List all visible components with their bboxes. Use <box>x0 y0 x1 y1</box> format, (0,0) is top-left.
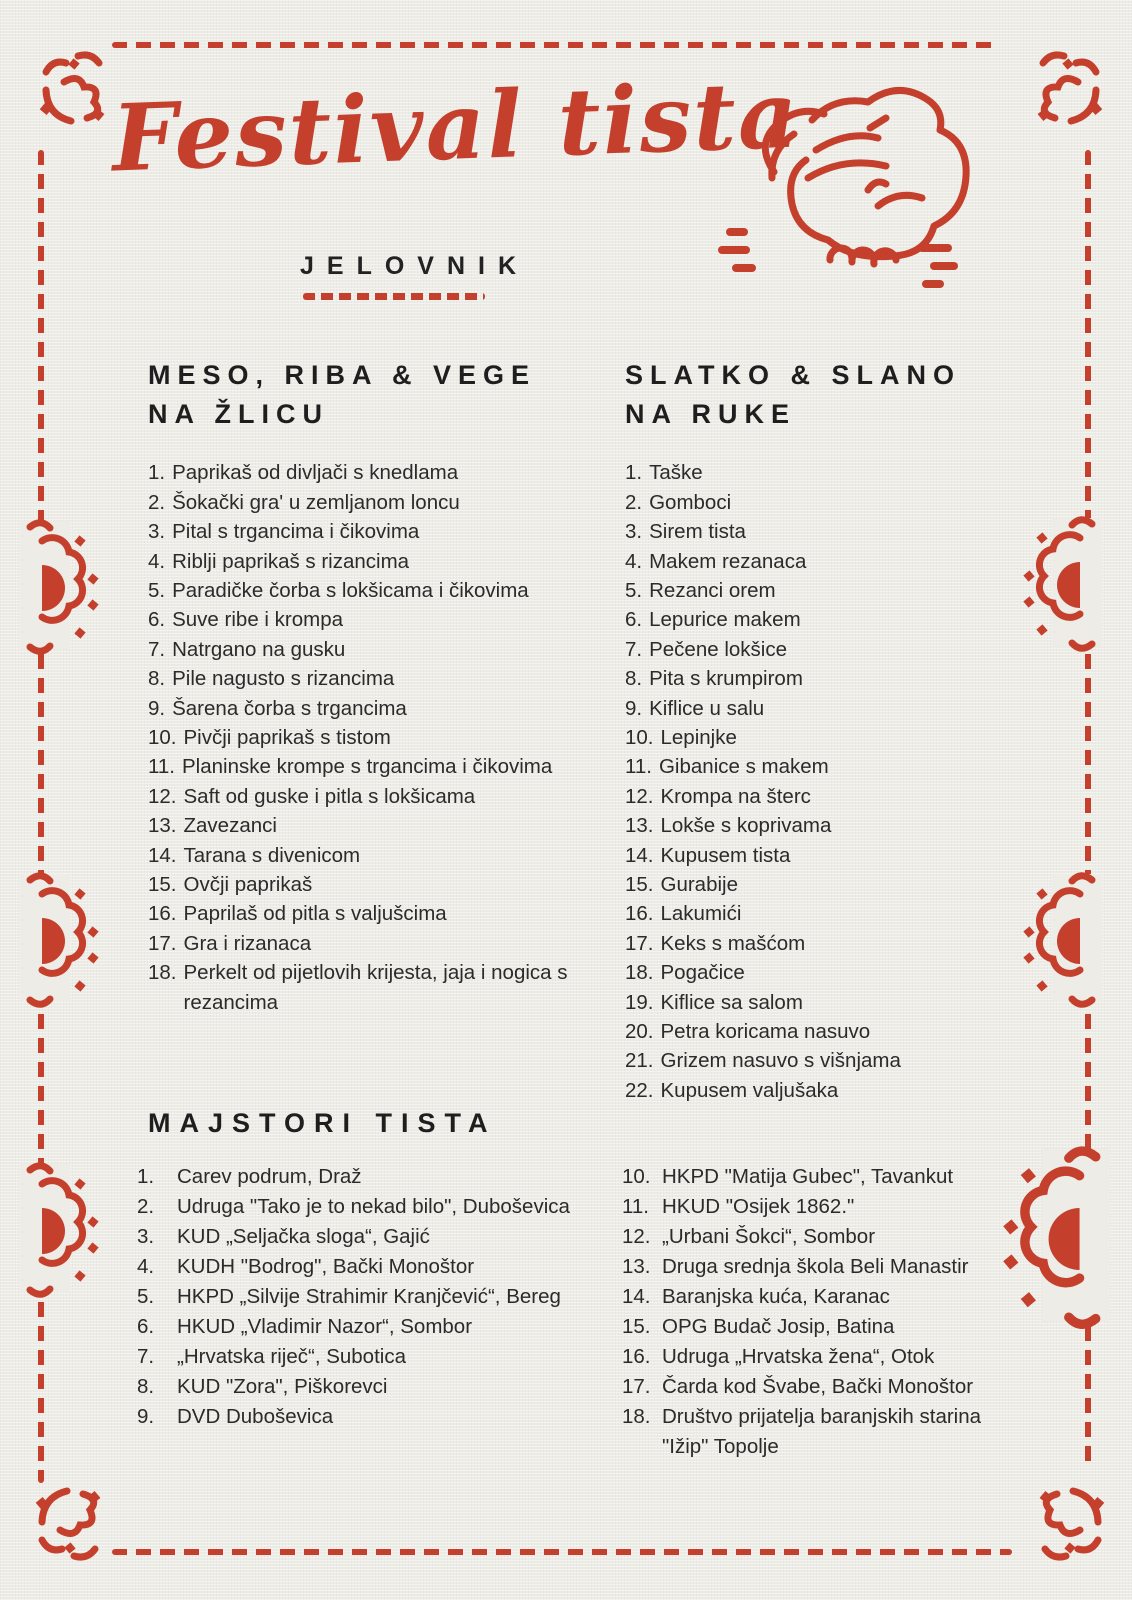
list-item <box>137 1282 620 1312</box>
item-number: 13. <box>622 1255 651 1278</box>
item-number: 2. <box>137 1195 155 1218</box>
item-number: 9. <box>148 696 166 720</box>
item-text: HKUD „Vladimir Nazor“, Sombor <box>177 1315 473 1338</box>
item-text: HKPD „Silvije Strahimir Kranjčević“, Bereg <box>177 1285 561 1308</box>
list-item <box>148 605 622 634</box>
list-item <box>625 605 1017 634</box>
item-number: 13. <box>148 814 177 838</box>
item-number: 16. <box>625 902 654 926</box>
list-item <box>622 1222 1014 1252</box>
item-text: Udruga "Tako je to nekad bilo", Duboševica <box>177 1195 570 1218</box>
item-number: 14. <box>622 1285 651 1308</box>
folk-flower-ornament <box>12 515 104 655</box>
item-text: Kupusem valjušaka <box>660 1078 839 1102</box>
item-text: OPG Budač Josip, Batina <box>662 1315 895 1338</box>
dashed-border-top <box>112 42 1000 48</box>
masters-list-right <box>622 1162 1014 1462</box>
list-item <box>625 841 1017 870</box>
item-number: 10. <box>622 1165 651 1188</box>
item-number: 3. <box>137 1225 155 1248</box>
list-item <box>622 1192 1014 1222</box>
item-number: 5. <box>625 578 643 602</box>
item-text: Perkelt od pijetlovih krijesta, jaja i nogica s rezancima <box>183 961 568 1014</box>
item-number: 1. <box>625 461 643 485</box>
list-item <box>625 458 1017 487</box>
folk-flower-ornament <box>12 1158 104 1298</box>
list-item <box>137 1252 620 1282</box>
item-text: Sirem tista <box>649 520 746 544</box>
list-item <box>148 694 622 723</box>
item-number: 8. <box>137 1375 155 1398</box>
list-item <box>625 488 1017 517</box>
item-text: Krompa na šterc <box>660 784 811 808</box>
item-number: 7. <box>137 1345 155 1368</box>
list-item <box>622 1342 1014 1372</box>
item-text: Tarana s divenicom <box>183 843 361 867</box>
item-text: Lokše s koprivama <box>660 814 832 838</box>
item-number: 18. <box>148 961 177 985</box>
item-text: Carev podrum, Draž <box>177 1165 362 1188</box>
list-item <box>622 1372 1014 1402</box>
item-number: 18. <box>625 961 654 985</box>
section-meso-riba-vege <box>148 356 622 1017</box>
corner-stitch-ornament <box>1018 42 1110 134</box>
item-text: HKPD "Matija Gubec", Tavankut <box>662 1165 954 1188</box>
item-text: KUDH "Bodrog", Bački Monoštor <box>177 1255 475 1278</box>
item-number: 15. <box>148 872 177 896</box>
item-text: Gibanice s makem <box>658 755 829 779</box>
list-item <box>148 576 622 605</box>
list-item <box>148 752 622 781</box>
item-text: Lakumići <box>660 902 742 926</box>
section-slatko-slano <box>625 356 1017 1105</box>
item-number: 10. <box>148 725 177 749</box>
item-number: 14. <box>148 843 177 867</box>
item-number: 12. <box>148 784 177 808</box>
item-text: Suve ribe i krompa <box>172 608 344 632</box>
item-number: 22. <box>625 1078 654 1102</box>
list-item <box>625 1017 1017 1046</box>
list-item <box>625 723 1017 752</box>
list-item <box>625 958 1017 987</box>
item-number: 4. <box>148 549 166 573</box>
item-number: 3. <box>148 520 166 544</box>
item-number: 6. <box>625 608 643 632</box>
list-item <box>625 664 1017 693</box>
dashed-border-bottom <box>112 1549 1012 1555</box>
corner-stitch-ornament <box>28 1478 120 1570</box>
section-heading-line1: MESO, RIBA & VEGE <box>148 360 537 390</box>
list-item <box>148 870 622 899</box>
item-number: 4. <box>137 1255 155 1278</box>
item-text: Paradičke čorba s lokšicama i čikovima <box>172 578 529 602</box>
list-item <box>625 811 1017 840</box>
subtitle-dash-divider <box>303 293 485 300</box>
item-number: 6. <box>137 1315 155 1338</box>
section-heading <box>625 356 1017 434</box>
item-text: Planinske krompe s trgancima i čikovima <box>181 755 553 779</box>
item-number: 11. <box>148 755 175 779</box>
section-heading-majstori: MAJSTORI TISTA <box>148 1108 497 1138</box>
list-item <box>148 664 622 693</box>
item-number: 13. <box>625 814 654 838</box>
page-title: Festival tista <box>110 60 802 193</box>
item-text: KUD „Seljačka sloga“, Gajić <box>177 1225 430 1248</box>
menu-list <box>625 458 1017 1105</box>
item-text: „Urbani Šokci“, Sombor <box>662 1225 876 1248</box>
item-number: 9. <box>137 1405 155 1428</box>
list-item <box>625 576 1017 605</box>
folk-flower-ornament <box>1018 868 1110 1008</box>
list-item <box>625 1046 1017 1075</box>
item-number: 7. <box>148 637 166 661</box>
item-text: Pile nagusto s rizancima <box>172 667 395 691</box>
list-item <box>625 929 1017 958</box>
item-text: Pital s trgancima i čikovima <box>172 520 420 544</box>
item-text: Riblji paprikaš s rizancima <box>172 549 410 573</box>
list-item <box>148 488 622 517</box>
item-number: 8. <box>148 667 166 691</box>
section-heading <box>148 356 622 434</box>
list-item <box>137 1402 620 1432</box>
list-item <box>148 635 622 664</box>
list-item <box>625 635 1017 664</box>
item-text: DVD Duboševica <box>177 1405 334 1428</box>
item-number: 11. <box>625 755 652 779</box>
list-item <box>148 811 622 840</box>
item-number: 14. <box>625 843 654 867</box>
item-text: Rezanci orem <box>649 578 776 602</box>
item-number: 8. <box>625 667 643 691</box>
item-number: 17. <box>622 1375 651 1398</box>
item-number: 12. <box>625 784 654 808</box>
item-text: „Hrvatska riječ“, Subotica <box>177 1345 406 1368</box>
item-number: 7. <box>625 637 643 661</box>
list-item <box>622 1162 1014 1192</box>
item-text: Lepurice makem <box>649 608 801 632</box>
list-item <box>625 547 1017 576</box>
list-item <box>625 988 1017 1017</box>
item-text: Ovčji paprikaš <box>183 872 313 896</box>
item-text: Gurabije <box>660 872 738 896</box>
item-number: 16. <box>148 902 177 926</box>
list-item <box>625 1076 1017 1105</box>
item-text: Udruga „Hrvatska žena“, Otok <box>662 1345 935 1368</box>
list-item <box>625 517 1017 546</box>
list-item <box>148 547 622 576</box>
item-number: 1. <box>148 461 166 485</box>
item-number: 15. <box>622 1315 651 1338</box>
item-text: Pita s krumpirom <box>649 667 803 691</box>
item-number: 4. <box>625 549 643 573</box>
list-item <box>148 899 622 928</box>
item-text: Saft od guske i pitla s lokšicama <box>183 784 476 808</box>
list-item <box>148 458 622 487</box>
list-item <box>622 1312 1014 1342</box>
item-number: 1. <box>137 1165 155 1188</box>
menu-subtitle: JELOVNIK <box>300 252 530 280</box>
list-item <box>137 1162 620 1192</box>
item-number: 2. <box>148 490 166 514</box>
item-text: Lepinjke <box>660 725 737 749</box>
list-item <box>622 1402 1014 1462</box>
item-number: 15. <box>625 872 654 896</box>
item-number: 17. <box>625 931 654 955</box>
item-text: Šarena čorba s trgancima <box>172 696 407 720</box>
menu-list <box>148 458 622 1017</box>
item-text: Pivčji paprikaš s tistom <box>183 725 391 749</box>
item-number: 5. <box>148 578 166 602</box>
section-heading-line2: NA RUKE <box>625 399 797 430</box>
item-number: 21. <box>625 1049 654 1073</box>
item-number: 17. <box>148 931 177 955</box>
item-text: Pogačice <box>660 961 745 985</box>
list-item <box>137 1342 620 1372</box>
list-item <box>137 1222 620 1252</box>
list-item <box>148 723 622 752</box>
section-heading-line1: SLATKO & SLANO <box>625 360 961 390</box>
item-number: 6. <box>148 608 166 632</box>
item-number: 19. <box>625 990 654 1014</box>
item-number: 20. <box>625 1020 654 1043</box>
list-item <box>148 929 622 958</box>
item-number: 11. <box>622 1195 649 1218</box>
item-text: Društvo prijatelja baranjskih starina "Ižip" Topolje <box>662 1405 982 1458</box>
item-number: 9. <box>625 696 643 720</box>
item-text: Taške <box>649 461 703 485</box>
list-item <box>137 1312 620 1342</box>
list-item <box>625 899 1017 928</box>
item-text: Natrgano na gusku <box>172 637 346 661</box>
item-text: Šokački gra' u zemljanom loncu <box>172 490 460 514</box>
folk-flower-ornament <box>12 868 104 1008</box>
item-text: KUD "Zora", Piškorevci <box>177 1375 388 1398</box>
item-text: Zavezanci <box>183 814 277 838</box>
section-heading-line2: NA ŽLICU <box>148 399 329 430</box>
folk-flower-ornament <box>996 1140 1120 1330</box>
masters-list-left <box>137 1162 620 1432</box>
item-text: Baranjska kuća, Karanac <box>662 1285 890 1308</box>
list-item <box>148 958 622 1017</box>
item-number: 5. <box>137 1285 155 1308</box>
list-item <box>148 841 622 870</box>
corner-stitch-ornament <box>1020 1478 1112 1570</box>
list-item <box>148 517 622 546</box>
folk-flower-ornament <box>1018 512 1110 652</box>
list-item <box>148 782 622 811</box>
item-number: 16. <box>622 1345 651 1368</box>
item-text: Makem rezanaca <box>649 549 807 573</box>
item-text: Gomboci <box>649 490 732 514</box>
item-text: Keks s mašćom <box>660 931 806 955</box>
list-item <box>625 752 1017 781</box>
item-text: Paprilaš od pitla s valjušcima <box>183 902 447 926</box>
list-item <box>137 1372 620 1402</box>
item-text: Čarda kod Švabe, Bački Monoštor <box>662 1375 974 1398</box>
item-text: HKUD "Osijek 1862." <box>662 1195 855 1218</box>
item-number: 3. <box>625 520 643 544</box>
list-item <box>625 694 1017 723</box>
list-item <box>622 1282 1014 1312</box>
item-text: Kupusem tista <box>660 843 791 867</box>
item-number: 10. <box>625 725 654 749</box>
list-item <box>625 870 1017 899</box>
list-item <box>625 782 1017 811</box>
item-number: 2. <box>625 490 643 514</box>
item-text: Grizem nasuvo s višnjama <box>660 1049 901 1073</box>
list-item <box>137 1192 620 1222</box>
item-text: Gra i rizanaca <box>183 931 312 955</box>
item-text: Druga srednja škola Beli Manastir <box>662 1255 969 1278</box>
item-text: Paprikaš od divljači s knedlama <box>172 461 459 485</box>
list-item <box>622 1252 1014 1282</box>
item-text: Pečene lokšice <box>649 637 787 661</box>
item-number: 12. <box>622 1225 651 1248</box>
item-text: Kiflice u salu <box>649 696 765 720</box>
item-text: Petra koricama nasuvo <box>660 1020 871 1043</box>
item-text: Kiflice sa salom <box>660 990 803 1014</box>
item-number: 18. <box>622 1405 651 1428</box>
